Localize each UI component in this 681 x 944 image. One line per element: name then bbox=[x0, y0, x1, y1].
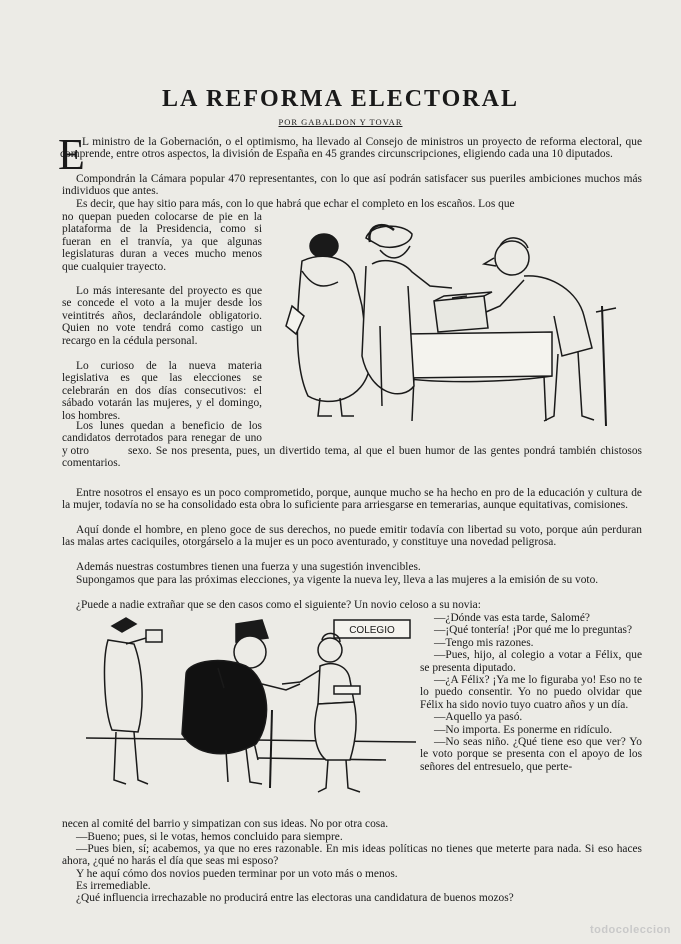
paragraph: —Bueno; pues, si le votas, hemos concluido para siempre. bbox=[76, 831, 343, 843]
dialogue-line: —Tengo mis razones. bbox=[434, 636, 534, 649]
paragraph: Además nuestras costumbres tienen una fuerza y una sugestión invencibles. bbox=[76, 561, 421, 573]
paragraph-opening: L ministro de la Gobernación, o el optimismo, ha llevado al Consejo de ministros un proyecto de reforma electoral, que comprende, entre otros aspectos, la división de España en 45 grandes circunscripciones, eligiendo cada una 10 diputados. bbox=[60, 136, 642, 161]
dialogue-line: —¡Qué tontería! ¡Por qué me lo preguntas? bbox=[434, 624, 633, 637]
watermark: todocoleccion bbox=[589, 924, 671, 936]
paragraph: sexo. Se nos presenta, pues, un divertido tema, al que el buen humor de las gentes pondrá también chistosos comentarios. bbox=[62, 445, 642, 470]
dialogue-line: —Pues, hijo, al colegio a votar a Félix, que se presenta diputado. bbox=[420, 649, 642, 674]
polling-station-illustration bbox=[86, 610, 418, 798]
paragraph-column: Los lunes quedan a beneficio de los candidatos derrotados para renegar de uno y otro bbox=[62, 420, 262, 457]
paragraph: ¿Qué influencia irrechazable no producirá entre las electoras una candidatura de buenos mozos? bbox=[76, 892, 514, 904]
sign-text: COLEGIO bbox=[349, 625, 395, 636]
drop-cap: E bbox=[58, 130, 85, 179]
paragraph-column: Lo más interesante del proyecto es que se concede el voto a la mujer desde los veintitrés años, declarándole obligatorio. Quien no vote tendrá como castigo un recargo en la cédula personal. bbox=[62, 285, 262, 347]
paragraph: Entre nosotros el ensayo es un poco comprometido, porque, aunque mucho se ha hecho en pro de la educación y cultura de la mujer, todavía no se ha consolidado esta obra lo suficiente para arriesgarse en temerarias, aunque equitativas, comisiones. bbox=[62, 487, 642, 512]
paragraph: Y he aquí cómo dos novios pueden terminar por un voto más o menos. bbox=[76, 868, 398, 880]
voting-illustration bbox=[262, 216, 622, 438]
paragraph: Es decir, que hay sitio para más, con lo que habrá que echar el completo en los escaños. Los que bbox=[76, 198, 515, 210]
dialogue-line: —¿A Félix? ¡Ya me lo figuraba yo! Eso no te lo puedo consentir. Yo no puedo olvidar que Félix ha sido novio tuyo cuatro años y un día. bbox=[420, 674, 642, 711]
dialogue-column bbox=[420, 612, 642, 773]
paragraph: Supongamos que para las próximas elecciones, ya vigente la nueva ley, lleva a las mujeres a la emisión de su voto. bbox=[76, 574, 599, 586]
paragraph-column: Lo curioso de la nueva materia legislativa es que las elecciones se celebrarán en dos días consecutivos: el sábado votarán las mujeres, y el domingo, los hombres. bbox=[62, 360, 262, 422]
article-byline: POR GABALDON Y TOVAR bbox=[278, 117, 403, 127]
dialogue-line: —Aquello ya pasó. bbox=[434, 711, 523, 724]
paragraph: Compondrán la Cámara popular 470 representantes, con lo que así podrán satisfacer sus pueriles ambiciones muchos más individuos que antes. bbox=[62, 173, 642, 198]
paragraph: Aquí donde el hombre, en pleno goce de sus derechos, no puede emitir todavía con libertad su voto, porque aún perduran las malas artes caciquiles, otorgárselo a la mujer es un poco aventurado, y constituye una novedad peligrosa. bbox=[62, 524, 642, 549]
paragraph-column: no quepan pueden colocarse de pie en la plataforma de la Presidencia, como si fueran en el tranvía, ya que algunas legislaturas duran a veces mucho menos que cualquier trayecto. bbox=[62, 211, 262, 273]
dialogue-line: —¿Dónde vas esta tarde, Salomé? bbox=[434, 612, 590, 624]
paragraph: necen al comité del barrio y simpatizan con sus ideas. No por otra cosa. bbox=[62, 818, 389, 830]
paragraph: —Pues bien, sí; acabemos, ya que no eres razonable. En mis ideas políticas no tienes que meterte para nada. Si eso haces ahora, ¿qué no harás el día que seas mi esposo? bbox=[62, 843, 642, 868]
dialogue-line: —No seas niño. ¿Qué tiene eso que ver? Yo le voto porque se presenta con el apoyo de los señores del entresuelo, que perte- bbox=[420, 736, 642, 773]
paragraph: ¿Puede a nadie extrañar que se den casos como el siguiente? Un novio celoso a su novia: bbox=[76, 599, 481, 611]
paragraph: Es irremediable. bbox=[76, 880, 151, 892]
dialogue-line: —No importa. Es ponerme en ridículo. bbox=[434, 723, 613, 736]
article-title: LA REFORMA ELECTORAL bbox=[162, 86, 519, 112]
